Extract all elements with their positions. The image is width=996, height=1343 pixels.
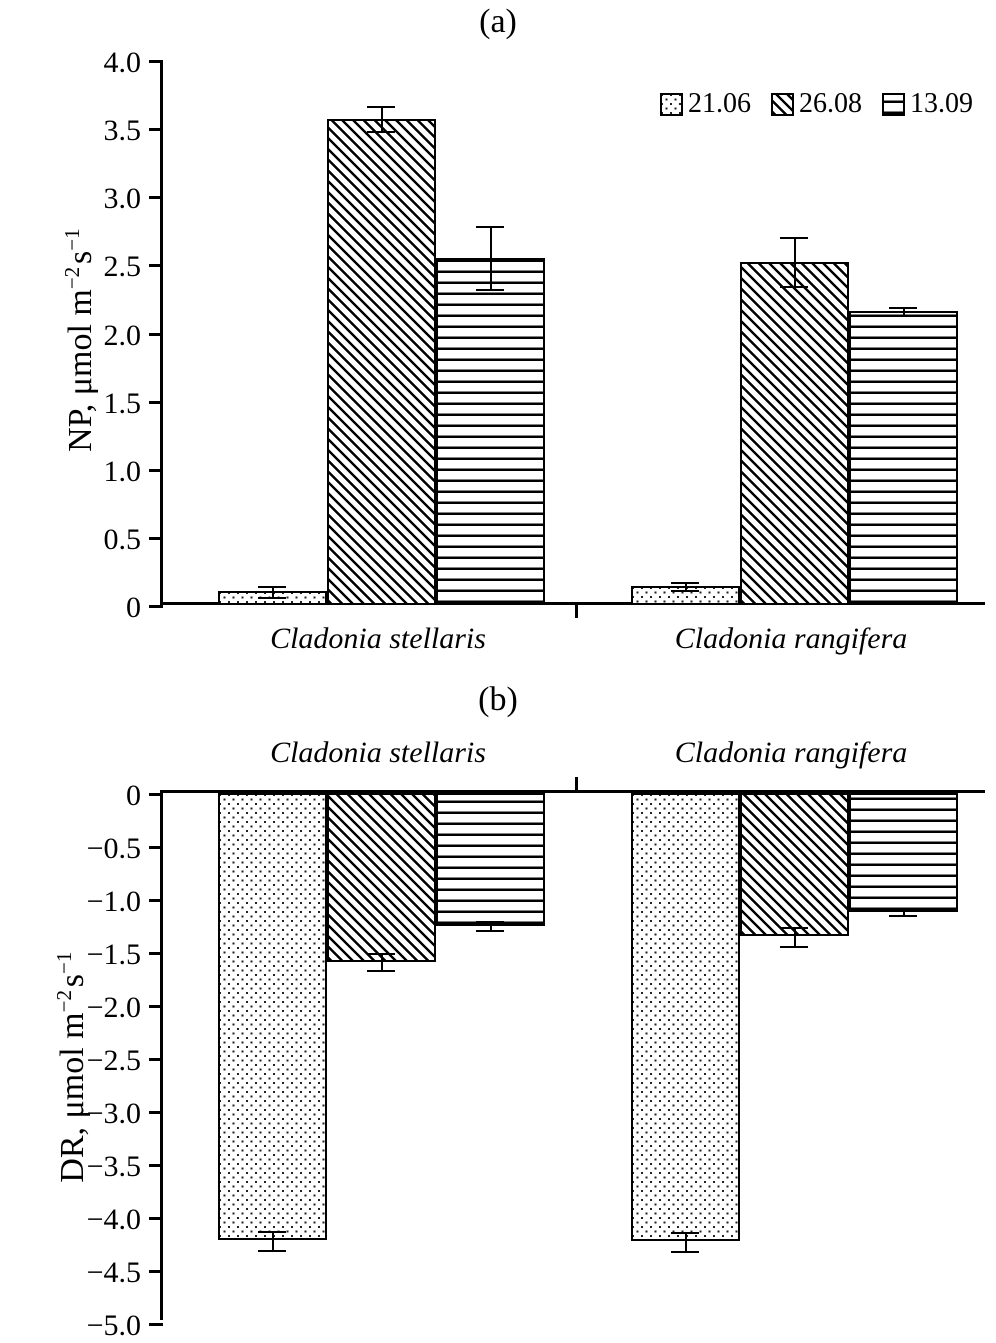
x-group-label-b-stellaris: Cladonia stellaris <box>270 736 486 769</box>
legend-swatch-horizontal-icon <box>882 93 905 116</box>
legend-item-13.09 <box>882 88 973 120</box>
errorbar-cap-bottom-a-stellaris-21.06 <box>258 597 286 599</box>
x-group-separator-tick-b <box>575 777 578 793</box>
x-group-label-b-rangifera: Cladonia rangifera <box>674 736 908 769</box>
panel-a-y-axis-title: NP, μmol $m^{-2}$ $s^{-1}$ <box>59 228 100 452</box>
bar-b-stellaris-21.06 <box>218 793 327 1240</box>
y-tick-label-b-6: −3.0 <box>86 1097 141 1130</box>
y-tick-b-6 <box>86 1097 163 1130</box>
bar-a-stellaris-26.08 <box>327 119 436 605</box>
y-tick-b-2 <box>86 885 163 918</box>
errorbar-cap-bottom-a-stellaris-26.08 <box>367 131 395 133</box>
y-tick-label-a-1: 0.5 <box>103 522 141 556</box>
y-tick-label-b-10: −5.0 <box>86 1309 141 1342</box>
bar-b-stellaris-26.08 <box>327 793 436 962</box>
legend-swatch-diagonal-icon <box>771 93 794 116</box>
x-group-label-a-stellaris: Cladonia stellaris <box>270 622 486 655</box>
y-tick-label-b-7: −3.5 <box>86 1150 141 1183</box>
panel-b-plot-area <box>86 779 985 1342</box>
y-tick-a-8 <box>103 46 163 79</box>
y-tick-b-5 <box>86 1044 163 1077</box>
errorbar-cap-top-a-stellaris-21.06 <box>258 586 286 588</box>
bar-a-rangifera-26.08 <box>740 262 849 605</box>
y-tick-b-7 <box>86 1150 163 1183</box>
bar-b-stellaris-13.09 <box>436 793 545 926</box>
legend-item-21.06 <box>660 88 751 120</box>
y-tick-label-a-2: 1.0 <box>103 454 141 488</box>
errorbar-a-rangifera-26.08 <box>794 237 796 286</box>
errorbar-b-stellaris-26.08 <box>381 953 383 970</box>
bar-a-stellaris-13.09 <box>436 258 545 605</box>
errorbar-cap-top-b-stellaris-26.08 <box>367 953 395 955</box>
y-tick-b-0 <box>126 779 163 812</box>
y-tick-a-3 <box>103 386 163 420</box>
y-tick-label-a-8: 4.0 <box>103 46 141 79</box>
y-tick-label-b-8: −4.0 <box>86 1203 141 1236</box>
panel-b-y-axis-title: DR, μmol $m^{-2}$ $s^{-1}$ <box>51 951 92 1183</box>
errorbar-cap-bottom-a-rangifera-13.09 <box>889 315 917 317</box>
y-tick-label-a-4: 2.0 <box>103 318 141 352</box>
legend-label-26.08: 26.08 <box>799 88 862 119</box>
bar-b-rangifera-21.06 <box>631 793 740 1241</box>
y-tick-label-b-9: −4.5 <box>86 1256 141 1289</box>
y-tick-label-a-5: 2.5 <box>103 250 141 284</box>
y-tick-b-4 <box>86 991 163 1024</box>
panel-b <box>0 672 996 1342</box>
errorbar-cap-bottom-a-rangifera-21.06 <box>671 590 699 592</box>
errorbar-cap-bottom-b-rangifera-26.08 <box>780 946 808 948</box>
errorbar-b-stellaris-21.06 <box>272 1231 274 1250</box>
errorbar-cap-top-a-rangifera-13.09 <box>889 307 917 309</box>
y-tick-label-b-5: −2.5 <box>86 1044 141 1077</box>
errorbar-cap-top-b-stellaris-13.09 <box>476 921 504 923</box>
legend-label-13.09: 13.09 <box>910 88 973 119</box>
errorbar-cap-bottom-b-stellaris-21.06 <box>258 1250 286 1252</box>
y-tick-b-8 <box>86 1203 163 1236</box>
errorbar-a-stellaris-26.08 <box>381 106 383 131</box>
errorbar-cap-top-a-stellaris-13.09 <box>476 226 504 228</box>
errorbar-cap-bottom-b-stellaris-26.08 <box>367 970 395 972</box>
errorbar-b-rangifera-21.06 <box>685 1232 687 1251</box>
legend-swatch-dots-icon <box>660 93 683 116</box>
y-tick-label-a-7: 3.5 <box>103 114 141 148</box>
errorbar-b-rangifera-26.08 <box>794 927 796 946</box>
errorbar-cap-bottom-b-stellaris-13.09 <box>476 930 504 932</box>
y-tick-b-1 <box>86 832 163 865</box>
y-tick-label-a-3: 1.5 <box>103 386 141 420</box>
errorbar-cap-bottom-b-rangifera-13.09 <box>889 915 917 917</box>
panel-b-label: (b) <box>478 681 518 718</box>
legend-item-26.08 <box>771 88 862 120</box>
legend-label-21.06: 21.06 <box>688 88 751 119</box>
bar-a-rangifera-13.09 <box>849 311 958 605</box>
errorbar-a-stellaris-13.09 <box>490 226 492 289</box>
errorbar-cap-top-a-stellaris-26.08 <box>367 106 395 108</box>
errorbar-cap-top-b-rangifera-13.09 <box>889 909 917 911</box>
y-tick-label-b-2: −1.0 <box>86 885 141 918</box>
errorbar-cap-top-b-stellaris-21.06 <box>258 1231 286 1233</box>
errorbar-cap-top-a-rangifera-21.06 <box>671 582 699 584</box>
errorbar-cap-bottom-a-stellaris-13.09 <box>476 289 504 291</box>
y-tick-a-6 <box>103 182 163 216</box>
errorbar-cap-top-a-rangifera-26.08 <box>780 237 808 239</box>
errorbar-cap-bottom-a-rangifera-26.08 <box>780 286 808 288</box>
errorbar-cap-bottom-b-rangifera-21.06 <box>671 1251 699 1253</box>
y-tick-b-9 <box>86 1256 163 1289</box>
y-tick-a-2 <box>103 454 163 488</box>
y-tick-a-4 <box>103 318 163 352</box>
y-tick-label-b-0: 0 <box>126 779 141 812</box>
y-tick-a-5 <box>103 250 163 284</box>
y-tick-label-b-1: −0.5 <box>86 832 141 865</box>
y-tick-a-1 <box>103 522 163 556</box>
bar-b-rangifera-26.08 <box>740 793 849 936</box>
x-group-separator-tick-a <box>575 602 578 618</box>
y-tick-label-a-0: 0 <box>126 591 141 624</box>
y-tick-a-7 <box>103 114 163 148</box>
y-tick-label-a-6: 3.0 <box>103 182 141 216</box>
panel-a-label: (a) <box>479 3 517 40</box>
errorbar-cap-top-b-rangifera-26.08 <box>780 927 808 929</box>
x-group-label-a-rangifera: Cladonia rangifera <box>674 622 908 655</box>
panel-a-plot-area <box>103 46 985 624</box>
y-tick-label-b-4: −2.0 <box>86 991 141 1024</box>
y-tick-b-10 <box>86 1309 163 1342</box>
errorbar-cap-top-b-rangifera-21.06 <box>671 1232 699 1234</box>
legend <box>660 88 973 120</box>
y-tick-label-b-3: −1.5 <box>86 938 141 971</box>
bar-b-rangifera-13.09 <box>849 793 958 912</box>
y-tick-b-3 <box>86 938 163 971</box>
y-tick-a-0 <box>126 591 163 624</box>
